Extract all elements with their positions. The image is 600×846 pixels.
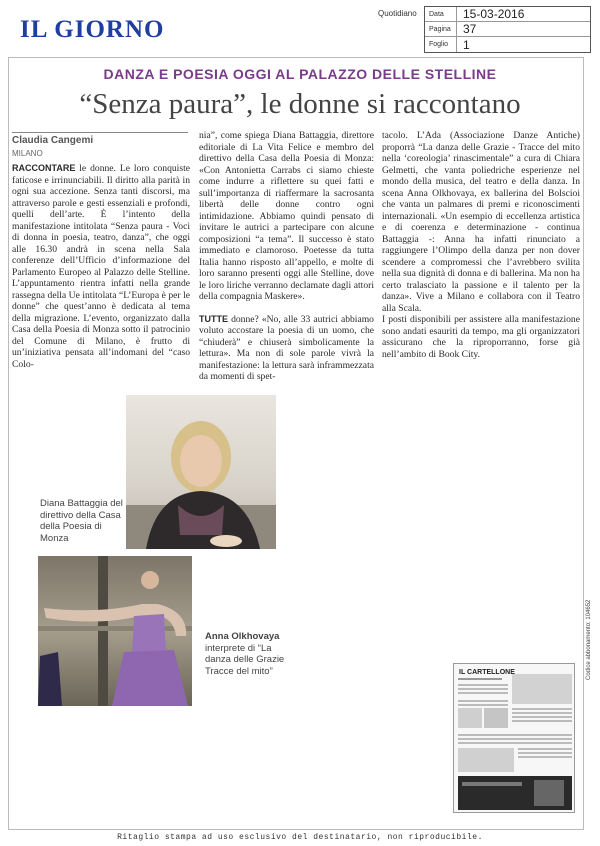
byline-rule [12, 132, 188, 133]
publication-type: Quotidiano [378, 9, 417, 18]
caption-diana-battaggia: Diana Battaggia del direttivo della Casa della Poesia di Monza [40, 498, 123, 544]
dancer-illustration [38, 556, 192, 706]
column-1-text: le donne. Le loro conquiste faticose e irrinunciabili. Il diritto alla parità in ogni sua accezione. Senza tanti discorsi, ma attraverso parole e gesti essenziali e profondi, quelli dell’arte. È l’intento della manifestazione intitolata “Senza paura - Voci di donna in poesia, teatro, danza”, che oggi alle 16.30 andrà in scena nella Sala conferenze dell’Ufficio d’informazione del Parlamento Europeo al Palazzo delle Stelline. L’appuntamento rientra infatti nella grande rassegna della Ue intitolata “L’Europa è per le donne” che quest’anno è dedicata al tema della migrazione. L’evento, organizzato dalla Casa della Poesia di Monza sotto il patrocinio del Comune di Milano, è frutto di un’iniziativa pensata all’indomani del “caso Colo- [12, 163, 190, 370]
sheet-value: 1 [463, 37, 470, 52]
caption-2-text: interprete di “La danza delle Grazie Tracce del mito” [205, 642, 285, 677]
article-column-1 [12, 163, 190, 385]
byline-author: Claudia Cangemi [12, 135, 94, 146]
page-label: Pagina [425, 22, 457, 36]
caption-anna-olkhovaya [205, 631, 297, 677]
column-1-lead: RACCONTARE [12, 163, 76, 173]
photo-diana-battaggia [126, 395, 276, 549]
date-label: Data [425, 7, 457, 21]
caption-2-name: Anna Olkhovaya [205, 631, 280, 642]
column-2-text: nia”, come spiega Diana Battaggia, direttore editoriale di La Vita Felice e membro del direttivo della Casa della Poesia di Monza: «Con Antonietta Carrabs ci siamo chieste come indurre a riflettere su quei fatti e sull’importanza di riaffermare la sacrosanta libertà delle donne contro ogni intimidazione. Abbiamo quindi pensato di invitare le autrici a partecipare con alcune composizioni “a tema”. Il successo è stato immediato e clamoroso. Poetesse da tutta Italia hanno risposto all’appello, e molte di loro saranno presenti oggi alle Stelline, dove le loro liriche verranno declamate dagli attori della compagnia Maskere». [199, 130, 374, 302]
date-value: 15-03-2016 [463, 7, 525, 21]
portrait-illustration [126, 395, 276, 549]
photo-anna-olkhovaya [38, 556, 192, 706]
article-column-3 [382, 130, 580, 400]
column-2-text-b: donne? «No, alle 33 autrici abbiamo voluto accostare la poesia di un uomo, che “chiuderà” e chiuserà simbolicamente la lettura». Ma non di sole parole vivrà la manifestazione: la lettura sarà inframmezzata da momenti di spet- [199, 313, 374, 382]
page-value: 37 [463, 22, 477, 36]
masthead-logo: IL GIORNO [20, 16, 165, 43]
article-kicker: DANZA E POESIA OGGI AL PALAZZO DELLE STELLINE [103, 66, 497, 82]
thumbnail-preview [454, 664, 575, 813]
footer-disclaimer: Ritaglio stampa ad uso esclusivo del destinatario, non riproducibile. [117, 833, 483, 842]
thumbnail-title: IL CARTELLONE [459, 669, 515, 676]
column-3-text-b: I posti disponibili per assistere alla manifestazione sono andati esauriti da tempo, ma gli organizzatori assicurano che la riproporranno, forse già nell’ambito di Book City. [382, 314, 580, 360]
article-headline: “Senza paura”, le donne si raccontano [79, 88, 521, 120]
page-thumbnail [453, 663, 575, 813]
byline-location: MILANO [12, 149, 43, 158]
column-3-text: tacolo. L’Ada (Associazione Danze Antiche) proporrà “La danza delle Grazie - Tracce del mito nella ‘coreologia’ rinascimentale” a cura di Chiara Gelmetti, che vanta poliedriche esperienze nel mondo della musica, del teatro e della danza. In scena Anna Olkhovaya, ex ballerina del Bolscioi che vanta un palmares di premi e riconoscimenti internazionali. «Un esempio di eccellenza artistica e di coerenza e determinazione - continua Battaggia -: Anna ha infatti rinunciato a raggiungere l’Olimpo della danza per non dover scendere a compromessi che l’avrebbero svilita nella sua dignità di donna e di ballerina. Ma non ha certo tralasciato la passione e il talento per la danza». Vive a Milano e collabora con il Teatro alla Scala. [382, 130, 580, 314]
column-2-subhead: TUTTE [199, 313, 228, 324]
meta-row-page [425, 22, 590, 37]
subscription-code: Codice abbonamento: 104652 [586, 599, 592, 680]
meta-row-date [425, 7, 590, 22]
meta-box [424, 6, 591, 53]
sheet-label: Foglio [425, 37, 457, 52]
meta-row-sheet [425, 37, 590, 52]
